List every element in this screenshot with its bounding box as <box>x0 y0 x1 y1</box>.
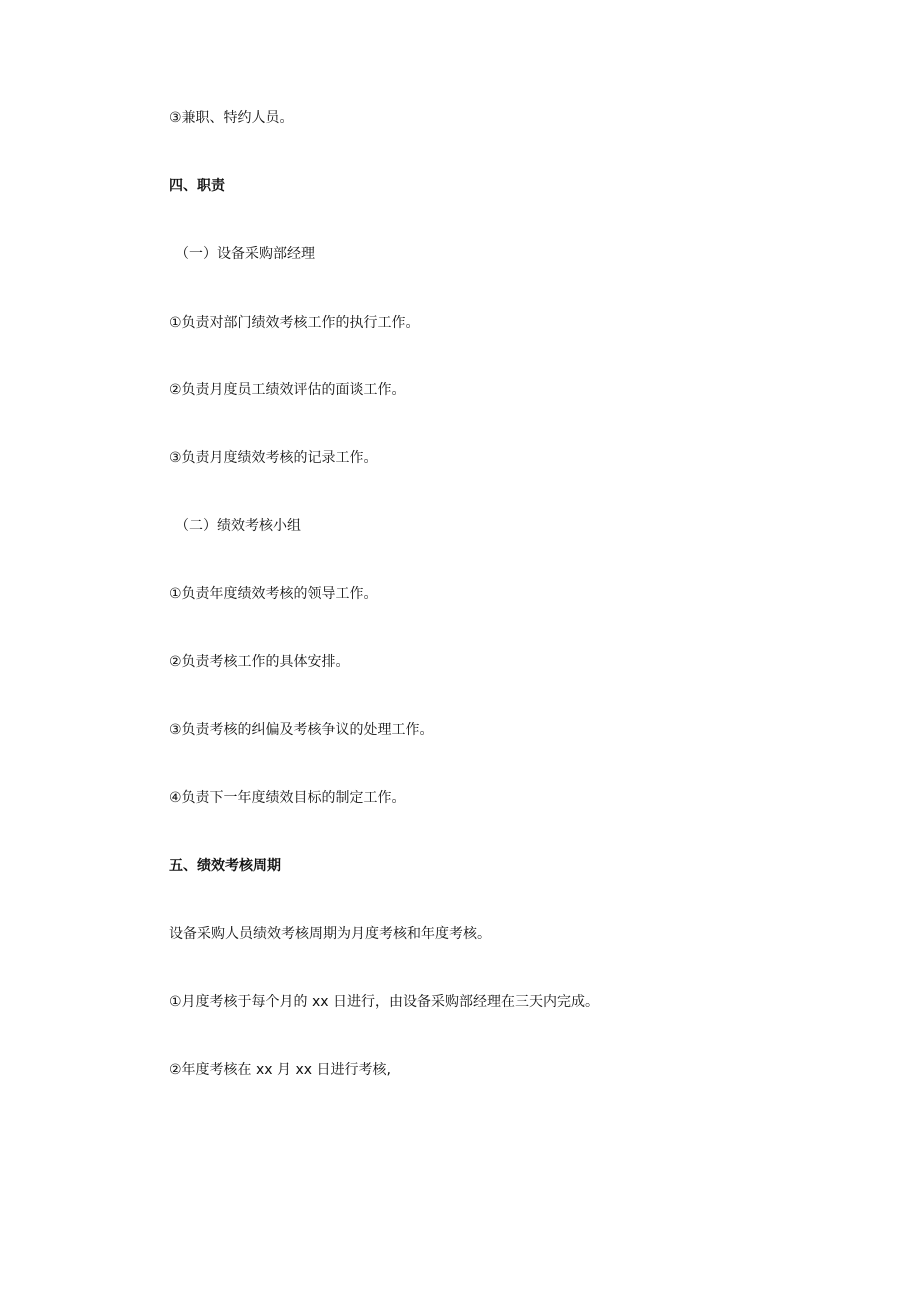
list-item: ①负责对部门绩效考核工作的执行工作。 <box>169 315 420 331</box>
subsection-heading-assessment-group: （二）绩效考核小组 <box>175 518 301 534</box>
section-heading-cycle: 五、绩效考核周期 <box>169 858 281 874</box>
list-item: ②负责考核工作的具体安排。 <box>169 654 350 670</box>
subsection-heading-manager: （一）设备采购部经理 <box>175 246 315 262</box>
list-item: ④负责下一年度绩效目标的制定工作。 <box>169 790 406 806</box>
list-item: ③兼职、特约人员。 <box>169 110 294 126</box>
list-item: ③负责考核的纠偏及考核争议的处理工作。 <box>169 722 434 738</box>
list-item: ①负责年度绩效考核的领导工作。 <box>169 586 378 602</box>
paragraph: 设备采购人员绩效考核周期为月度考核和年度考核。 <box>169 926 491 942</box>
section-heading-duties: 四、职责 <box>169 178 225 194</box>
list-item: ②年度考核在 xx 月 xx 日进行考核, <box>169 1062 391 1078</box>
list-item: ②负责月度员工绩效评估的面谈工作。 <box>169 382 406 398</box>
list-item: ③负责月度绩效考核的记录工作。 <box>169 450 378 466</box>
list-item: ①月度考核于每个月的 xx 日进行，由设备采购部经理在三天内完成。 <box>169 994 600 1010</box>
